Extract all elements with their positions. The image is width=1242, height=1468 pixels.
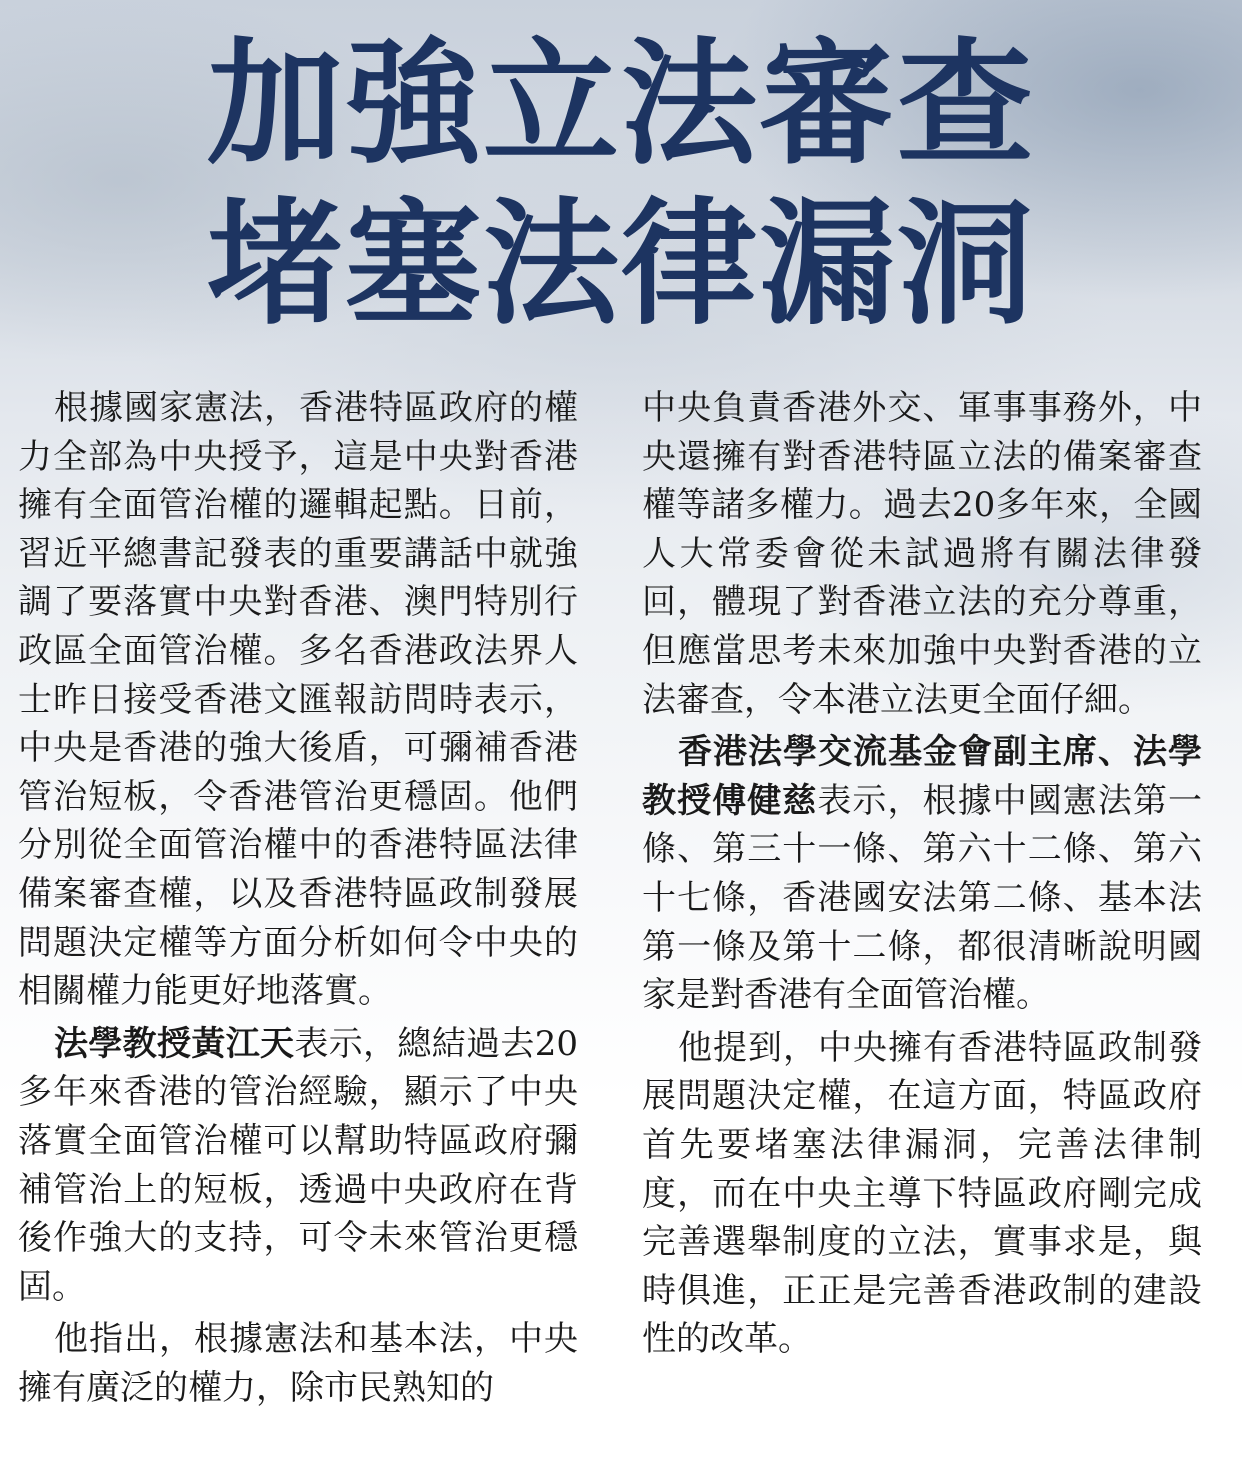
- article-paragraph: [642, 384, 1202, 724]
- paragraph-text: 中央負責香港外交、軍事事務外，中央還擁有對香港特區立法的備案審查權等諸多權力。過去20多年來，全國人大常委會從未試過將有關法律發回，體現了對香港立法的充分尊重，但應當思考未來加強中央對香港的立法審查，令本港立法更全面仔細。: [642, 388, 1202, 720]
- left-column: [18, 384, 578, 1416]
- paragraph-text: 表示，總結過去20多年來香港的管治經驗，顯示了中央落實全面管治權可以幫助特區政府彌補管治上的短板，透過中央政府在背後作強大的支持，可令未來管治更穩固。: [18, 1023, 579, 1307]
- article-paragraph: [18, 384, 578, 1016]
- paragraph-text: 表示，根據中國憲法第一條、第三十一條、第六十二條、第六十七條，香港國安法第二條、基本法第一條及第十二條，都很清晰說明國家是對香港有全面管治權。: [642, 780, 1203, 1016]
- headline-line-1: 加強立法審查: [207, 26, 1035, 184]
- right-column: [642, 384, 1202, 1368]
- article-paragraph: [18, 1315, 578, 1412]
- paragraph-text: 他提到，中央擁有香港特區政制發展問題決定權，在這方面，特區政府首先要堵塞法律漏洞，完善法律制度，而在中央主導下特區政府剛完成完善選舉制度的立法，實事求是，與時俱進，正正是完善香港政制的建設性的改革。: [642, 1027, 1202, 1360]
- headline-line-2: 堵塞法律漏洞: [207, 186, 1035, 344]
- paragraph-text: 根據國家憲法，香港特區政府的權力全部為中央授予，這是中央對香港擁有全面管治權的邏輯起點。日前，習近平總書記發表的重要講話中就強調了要落實中央對香港、澳門特別行政區全面管治權。多名香港政法界人士昨日接受香港文匯報訪問時表示，中央是香港的強大後盾，可彌補香港管治短板，令香港管治更穩固。他們分別從全面管治權中的香港特區法律備案審查權，以及香港特區政制發展問題決定權等方面分析如何令中央的相關權力能更好地落實。: [18, 388, 578, 1012]
- article-paragraph: [642, 728, 1202, 1020]
- interviewee-name: 香港法學交流基金會副主席、法學教授傅健慈: [642, 732, 1202, 821]
- paragraph-text: 他指出，根據憲法和基本法，中央擁有廣泛的權力，除市民熟知的: [18, 1319, 578, 1408]
- interviewee-name: 法學教授黃江天: [54, 1023, 295, 1064]
- article-paragraph: [18, 1020, 578, 1312]
- article-paragraph: [642, 1024, 1202, 1364]
